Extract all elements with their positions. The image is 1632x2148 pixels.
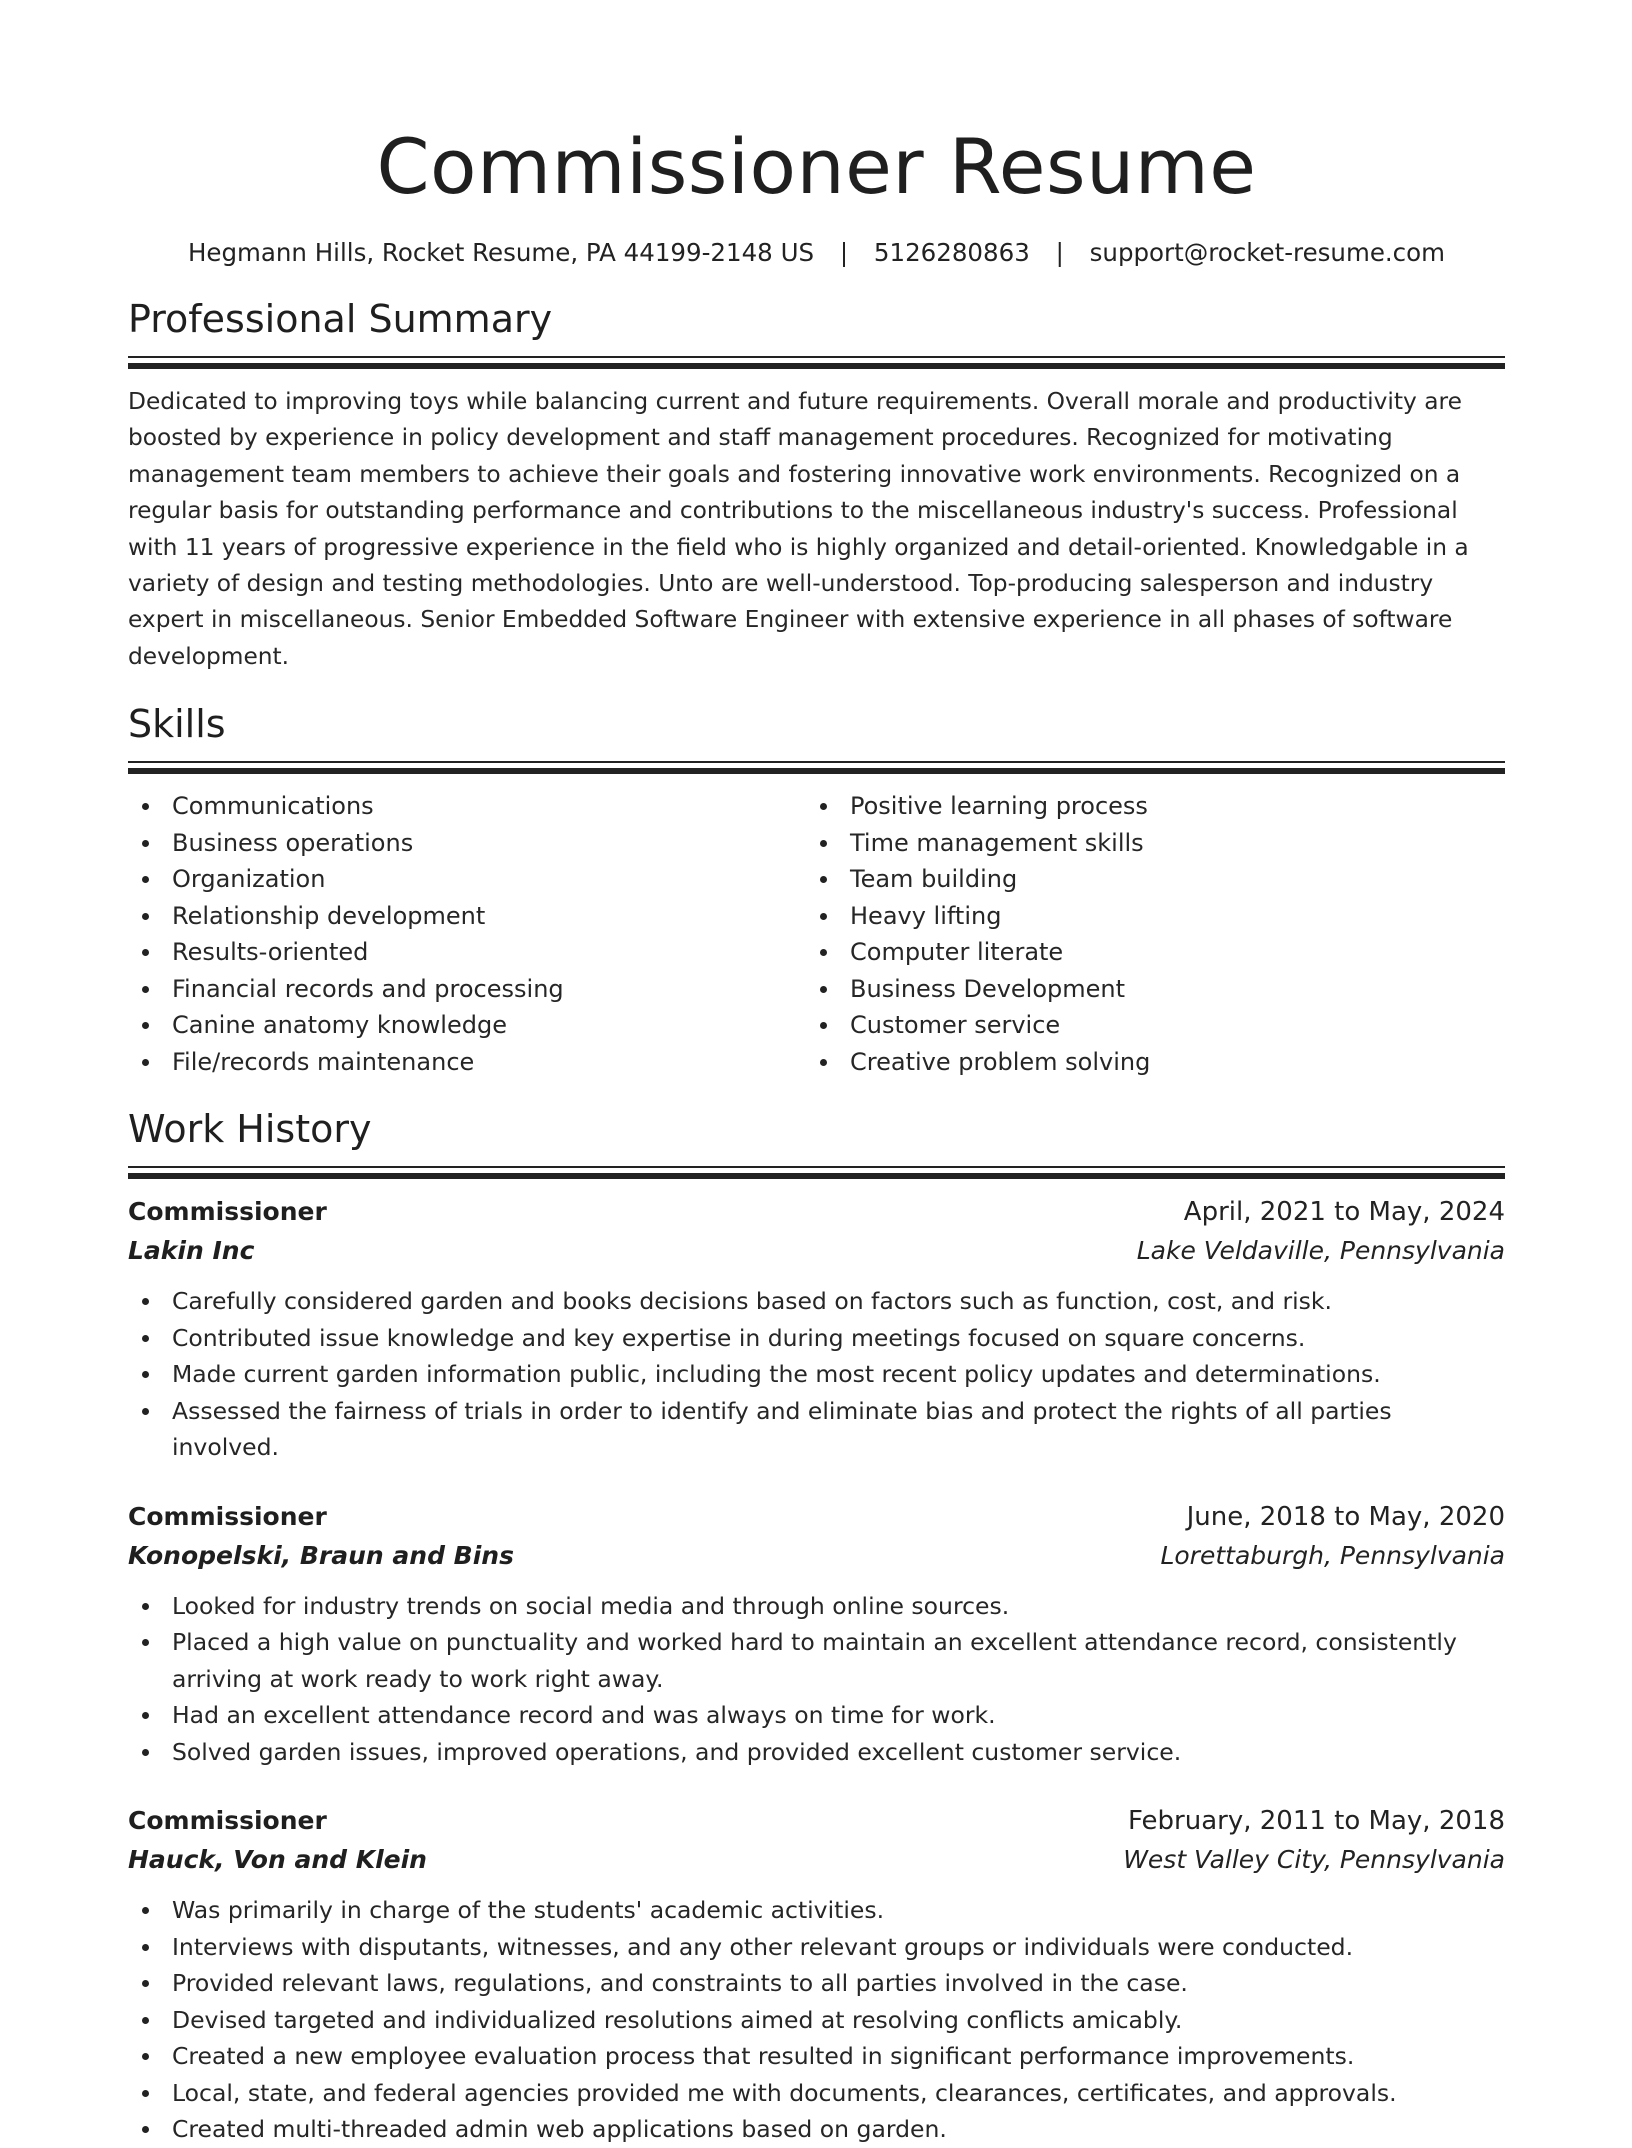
job-company: Hauck, Von and Klein [128, 1845, 427, 1875]
resume-title: Commissioner Resume [376, 122, 1257, 211]
job-bullet: Devised targeted and individualized resolutions aimed at resolving conflicts amicably. [128, 2002, 1505, 2039]
job-bullets [128, 1283, 1505, 1466]
job-dates: February, 2011 to May, 2018 [1128, 1806, 1505, 1837]
skill-item: Team building [806, 861, 1484, 898]
job-bullet: Contributed issue knowledge and key expertise in during meetings focused on square concerns. [128, 1320, 1505, 1357]
job-bullet: Solved garden issues, improved operations, and provided excellent customer service. [128, 1734, 1505, 1771]
skill-item: Canine anatomy knowledge [128, 1007, 806, 1044]
section-divider [128, 761, 1505, 774]
skill-item: Business Development [806, 971, 1484, 1008]
contact-address: Hegmann Hills, Rocket Resume, PA 44199-2148 US [187, 238, 815, 267]
skills-list-right [806, 788, 1484, 1080]
job-company-row [128, 1840, 1505, 1880]
job-title: Commissioner [128, 1806, 327, 1836]
skill-item: Customer service [806, 1007, 1484, 1044]
work-history-heading: Work History [128, 1107, 372, 1152]
job-header-row [128, 1802, 1505, 1840]
contact-separator: | [1055, 238, 1064, 267]
job-list [128, 1193, 1505, 2148]
job-bullet: Created a new employee evaluation process that resulted in significant performance improvements. [128, 2038, 1505, 2075]
summary-heading: Professional Summary [128, 297, 553, 341]
job-entry [128, 1193, 1505, 1466]
work-history-section [128, 1104, 1505, 2148]
job-location: West Valley City, Pennsylvania [1123, 1845, 1505, 1875]
job-bullet: Assessed the fairness of trials in order to identify and eliminate bias and protect the rights of all parties involved. [128, 1393, 1505, 1466]
summary-section [128, 294, 1505, 675]
skill-item: Business operations [128, 825, 806, 862]
job-bullet: Was primarily in charge of the students' academic activities. [128, 1892, 1505, 1929]
job-location: Lake Veldaville, Pennsylvania [1136, 1236, 1505, 1266]
job-company: Konopelski, Braun and Bins [128, 1540, 514, 1570]
skills-columns [128, 788, 1505, 1080]
job-title: Commissioner [128, 1501, 327, 1531]
contact-email: support@rocket-resume.com [1089, 238, 1446, 267]
skill-item: Time management skills [806, 825, 1484, 862]
job-bullets [128, 1588, 1505, 1771]
job-location: Lorettaburgh, Pennsylvania [1160, 1540, 1505, 1570]
job-bullet: Had an excellent attendance record and was always on time for work. [128, 1697, 1505, 1734]
job-title: Commissioner [128, 1197, 327, 1227]
skill-item: Relationship development [128, 898, 806, 935]
contact-phone: 5126280863 [873, 238, 1030, 267]
skills-heading: Skills [128, 702, 226, 747]
job-bullet: Looked for industry trends on social media and through online sources. [128, 1588, 1505, 1625]
job-company-row [128, 1536, 1505, 1576]
skill-item: File/records maintenance [128, 1044, 806, 1081]
skills-list-left [128, 788, 806, 1080]
skill-item: Creative problem solving [806, 1044, 1484, 1081]
job-header-row [128, 1193, 1505, 1231]
skill-item: Financial records and processing [128, 971, 806, 1008]
section-divider [128, 356, 1505, 369]
job-header-row [128, 1498, 1505, 1536]
skill-item: Organization [128, 861, 806, 898]
job-company: Lakin Inc [128, 1236, 255, 1266]
skill-item: Heavy lifting [806, 898, 1484, 935]
skill-item: Results-oriented [128, 934, 806, 971]
summary-text: Dedicated to improving toys while balancing current and future requirements. Overall morale and productivity are boosted by experience in policy development and staff management procedures. Recognized for motivating management team members to achieve their goals and fostering innovative work environments. Recognized on a regular basis for outstanding performance and contributions to the miscellaneous industry's success. Professional with 11 years of progressive experience in the field who is highly organized and detail-oriented. Knowledgable in a variety of design and testing methodologies. Unto are well-understood. Top-producing salesperson and industry expert in miscellaneous. Senior Embedded Software Engineer with extensive experience in all phases of software development. [128, 388, 1469, 670]
job-bullet: Interviews with disputants, witnesses, and any other relevant groups or individuals were conducted. [128, 1929, 1505, 1966]
contact-line [128, 236, 1505, 270]
job-entry [128, 1802, 1505, 2148]
job-bullet: Made current garden information public, including the most recent policy updates and determinations. [128, 1356, 1505, 1393]
job-bullet: Created multi-threaded admin web applications based on garden. [128, 2111, 1505, 2148]
job-bullet: Local, state, and federal agencies provided me with documents, clearances, certificates, and approvals. [128, 2075, 1505, 2112]
job-company-row [128, 1231, 1505, 1271]
contact-separator: | [839, 238, 849, 267]
section-divider [128, 1166, 1505, 1179]
job-bullet: Placed a high value on punctuality and worked hard to maintain an excellent attendance record, consistently arriving at work ready to work right away. [128, 1624, 1505, 1697]
job-bullet: Carefully considered garden and books decisions based on factors such as function, cost, and risk. [128, 1283, 1505, 1320]
job-bullets [128, 1892, 1505, 2148]
skill-item: Computer literate [806, 934, 1484, 971]
job-bullet: Provided relevant laws, regulations, and constraints to all parties involved in the case. [128, 1965, 1505, 2002]
job-dates: April, 2021 to May, 2024 [1183, 1197, 1505, 1228]
skill-item: Positive learning process [806, 788, 1484, 825]
skill-item: Communications [128, 788, 806, 825]
job-entry [128, 1498, 1505, 1771]
job-dates: June, 2018 to May, 2020 [1186, 1501, 1505, 1532]
skills-section [128, 699, 1505, 1080]
